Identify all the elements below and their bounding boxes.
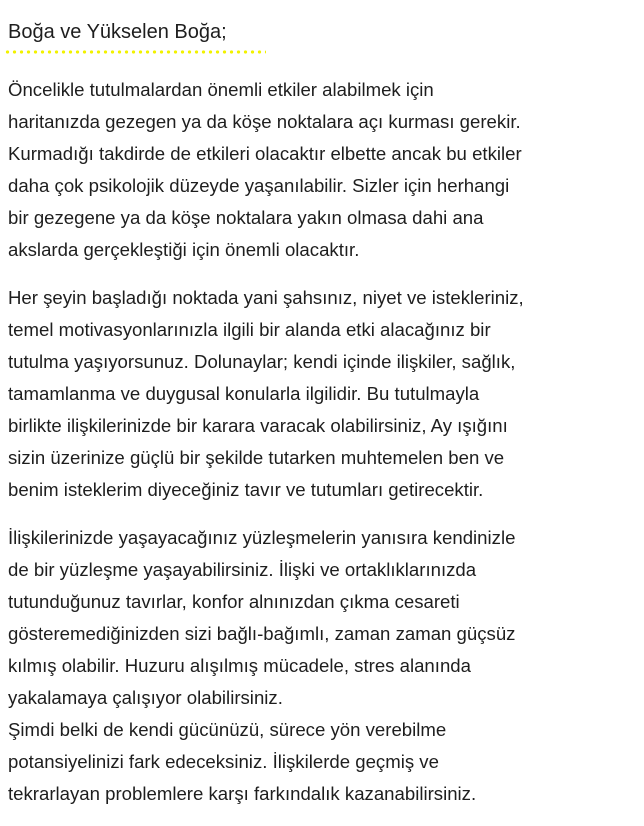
text-line: bir gezegene ya da köşe noktalara yakın olmasa dahi ana [8, 207, 484, 228]
paragraph [8, 714, 644, 810]
text-line: akslarda gerçekleştiği için önemli olacaktır. [8, 239, 360, 260]
text-line: potansiyelinizi fark edeceksiniz. İlişkilerde geçmiş ve [8, 751, 439, 772]
text-line: benim isteklerim diyeceğiniz tavır ve tutumları getirecektir. [8, 479, 484, 500]
text-line: sizin üzerinize güçlü bir şekilde tutarken muhtemelen ben ve [8, 447, 505, 468]
text-line: haritanızda gezegen ya da köşe noktalara açı kurması gerekir. [8, 111, 521, 132]
text-line: birlikte ilişkilerinizde bir karara varacak olabilirsiniz, Ay ışığını [8, 415, 508, 436]
text-line: de bir yüzleşme yaşayabilirsiniz. İlişki ve ortaklıklarınızda [8, 559, 477, 580]
text-line: gösteremediğinizden sizi bağlı-bağımlı, zaman zaman güçsüz [8, 623, 516, 644]
paragraph [8, 74, 644, 266]
section-title: Boğa ve Yükselen Boğa; [8, 21, 227, 43]
text-line: kılmış olabilir. Huzuru alışılmış mücadele, stres alanında [8, 655, 471, 676]
text-line: Öncelikle tutulmalardan önemli etkiler alabilmek için [8, 79, 434, 100]
paragraph [8, 522, 644, 714]
text-line: tamamlanma ve duygusal konularla ilgilidir. Bu tutulmayla [8, 383, 480, 404]
text-line: İlişkilerinizde yaşayacağınız yüzleşmelerin yanısıra kendinizle [8, 527, 516, 548]
text-line: daha çok psikolojik düzeyde yaşanılabilir. Sizler için herhangi [8, 175, 510, 196]
text-line: tutulma yaşıyorsunuz. Dolunaylar; kendi içinde ilişkiler, sağlık, [8, 351, 516, 372]
dotted-divider [4, 50, 266, 54]
text-line: Her şeyin başladığı noktada yani şahsınız, niyet ve istekleriniz, [8, 287, 524, 308]
text-line: Kurmadığı takdirde de etkileri olacaktır elbette ancak bu etkiler [8, 143, 522, 164]
text-line: temel motivasyonlarınızla ilgili bir alanda etki alacağınız bir [8, 319, 491, 340]
text-line: tutunduğunuz tavırlar, konfor alnınızdan çıkma cesareti [8, 591, 460, 612]
text-line: Şimdi belki de kendi gücünüzü, sürece yön verebilme [8, 719, 447, 740]
article-body [8, 74, 644, 826]
text-line: yakalamaya çalışıyor olabilirsiniz. [8, 687, 283, 708]
text-line: tekrarlayan problemlere karşı farkındalık kazanabilirsiniz. [8, 783, 477, 804]
paragraph [8, 282, 644, 506]
